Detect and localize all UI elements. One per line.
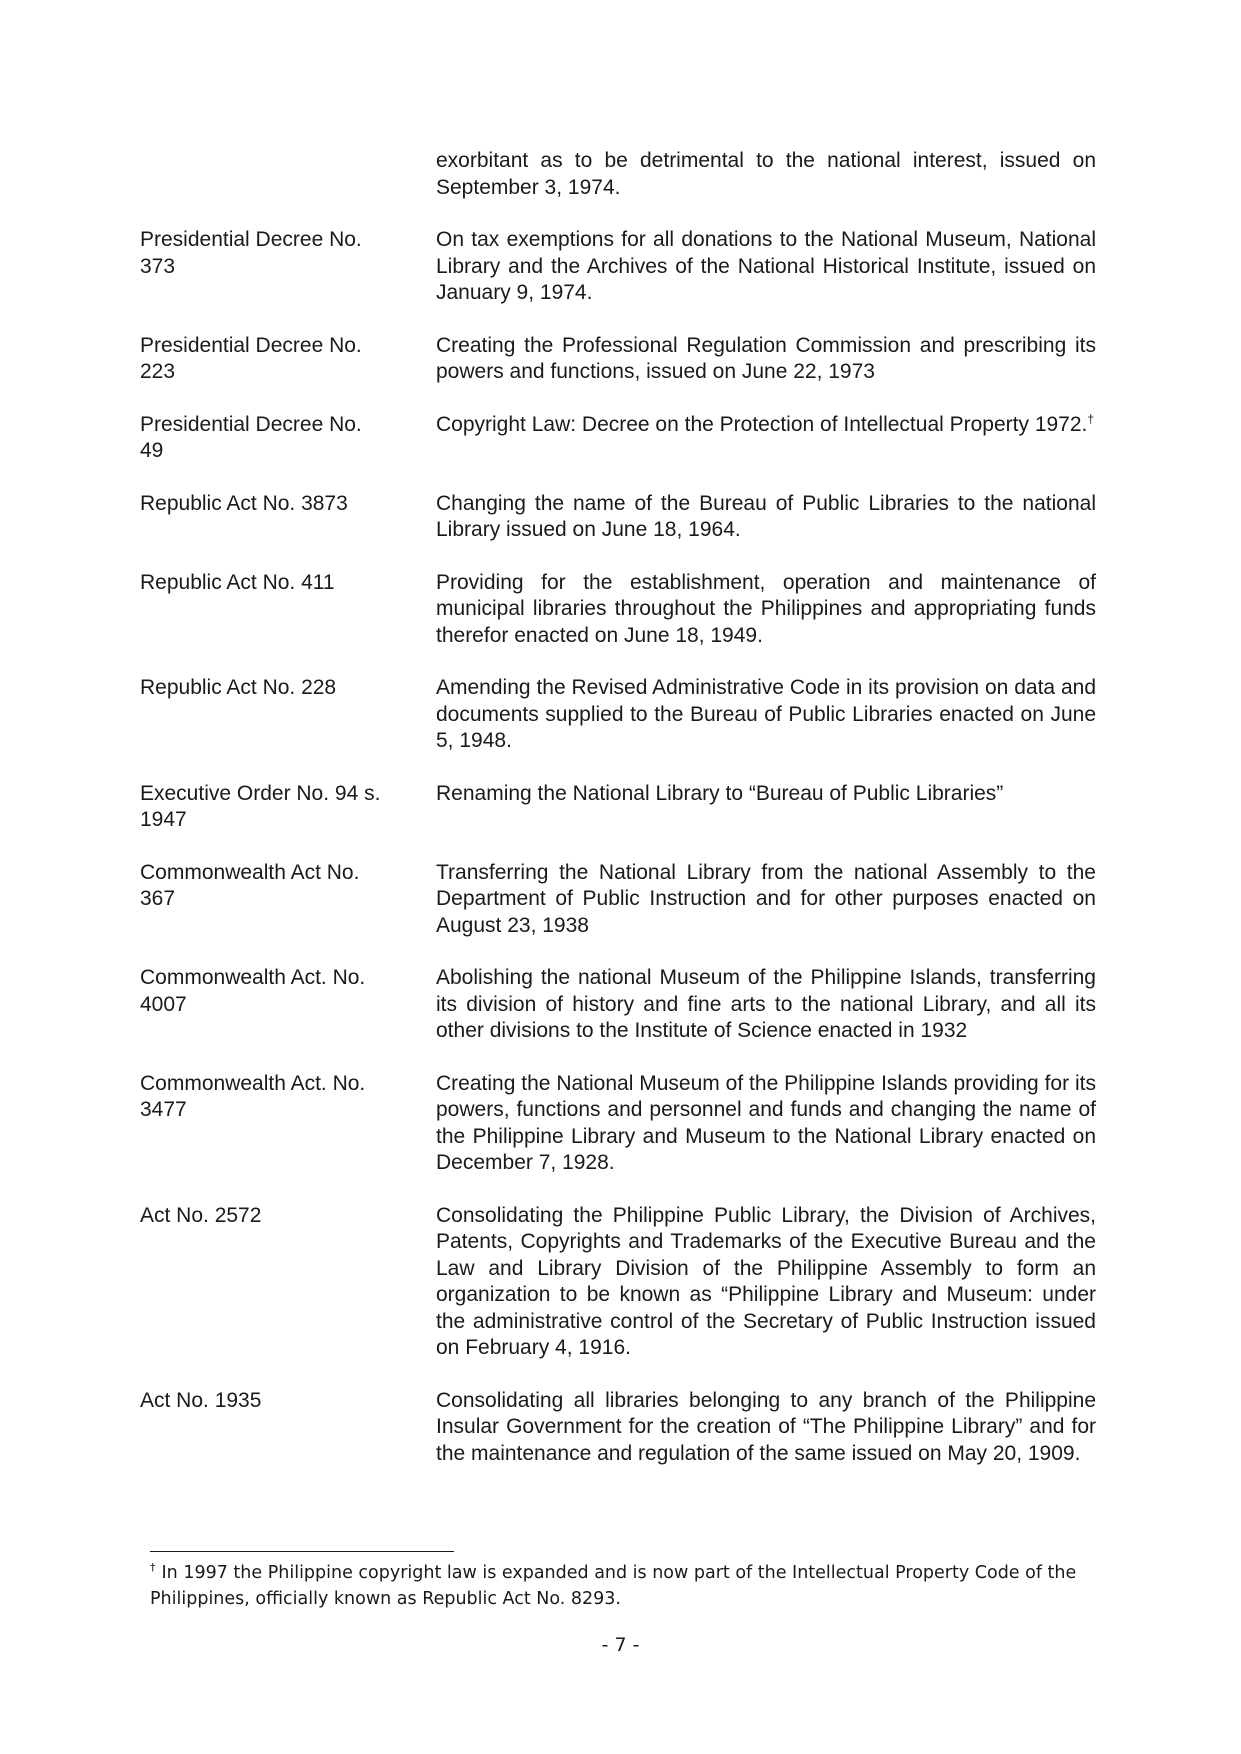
legislation-entry [140,860,1100,940]
law-reference: Presidential Decree No. 373 [140,228,362,278]
law-reference: Republic Act No. 411 [140,570,335,594]
footnote [150,1560,1100,1612]
law-reference: Commonwealth Act No. 367 [140,860,360,910]
law-reference [140,148,436,201]
law-description [436,781,1096,834]
law-description [436,570,1096,650]
law-reference: Republic Act No. 228 [140,676,337,699]
legislation-entry [140,965,1100,1045]
law-description-text: exorbitant as to be detrimental to the national interest, issued on September 3, 1974. [436,149,1096,199]
law-description [436,227,1096,307]
footnote-separator [150,1551,454,1552]
law-description [436,412,1096,465]
law-description-text: Changing the name of the Bureau of Public Libraries to the national Library issued on June 18, 1964. [436,491,1096,541]
law-description [436,675,1096,755]
law-description [436,965,1096,1045]
law-description [436,148,1096,201]
law-reference: Republic Act No. 3873 [140,491,348,515]
legislation-entry [140,781,1100,834]
law-description [436,860,1096,940]
law-reference: Presidential Decree No. 49 [140,412,362,462]
law-reference: Act No. 2572 [140,1203,262,1227]
law-description-text: Providing for the establishment, operation and maintenance of municipal libraries throughout the Philippines and appropriating funds therefor enacted on June 18, 1949. [436,570,1096,647]
law-reference: Commonwealth Act. No. 4007 [140,966,366,1016]
law-description [436,1203,1096,1362]
law-description-text: Creating the Professional Regulation Commission and prescribing its powers and functions, issued on June 22, 1973 [436,333,1096,383]
law-description-text: Amending the Revised Administrative Code in its provision on data and documents supplied to the Bureau of Public Libraries enacted on June 5, 1948. [436,676,1096,752]
footnote-reference-mark: † [1087,411,1095,426]
legislation-entry [140,1203,1100,1362]
legislation-entry [140,333,1100,386]
law-description [436,333,1096,386]
law-reference: Commonwealth Act. No. 3477 [140,1071,366,1121]
law-description-text: Consolidating all libraries belonging to any branch of the Philippine Insular Government for the creation of “The Philippine Library” and for the maintenance and regulation of the same issued on May 20, 1909. [436,1388,1096,1465]
legislation-entry [140,148,1100,201]
legislation-entry [140,491,1100,544]
legislation-list [140,148,1100,1493]
law-description-text: Renaming the National Library to “Bureau of Public Libraries” [436,781,1004,805]
law-description-text: Consolidating the Philippine Public Library, the Division of Archives, Patents, Copyrights and Trademarks of the Executive Bureau and the Law and Library Division of the Philippine Assembly to form an organization to be known as “Philippine Library and Museum: under the administrative control of the Secretary of Public Instruction issued on February 4, 1916. [436,1203,1096,1359]
legislation-entry [140,1388,1100,1468]
footnote-mark: † [150,1561,156,1575]
law-description-text: Transferring the National Library from the national Assembly to the Department of Public Instruction and for other purposes enacted on August 23, 1938 [436,860,1096,937]
law-description-text: Abolishing the national Museum of the Philippine Islands, transferring its division of history and fine arts to the national Library, and all its other divisions to the Institute of Science enacted in 1932 [436,966,1096,1042]
footnote-text: In 1997 the Philippine copyright law is expanded and is now part of the Intellectual Property Code of the Philippines, officially known as Republic Act No. 8293. [150,1563,1077,1609]
legislation-entry [140,1071,1100,1177]
page-number: - 7 - [601,1634,640,1656]
law-description [436,491,1096,544]
law-description-text: Creating the National Museum of the Philippine Islands providing for its powers, functions and personnel and funds and changing the name of the Philippine Library and Museum to the National Library enacted on December 7, 1928. [436,1071,1096,1174]
legislation-entry [140,675,1100,755]
legislation-entry [140,227,1100,307]
law-description-text: On tax exemptions for all donations to the National Museum, National Library and the Archives of the National Historical Institute, issued on January 9, 1974. [436,228,1096,304]
law-description-text: Copyright Law: Decree on the Protection of Intellectual Property 1972. [436,412,1088,436]
law-description [436,1388,1096,1468]
legislation-entry [140,570,1100,650]
law-reference: Executive Order No. 94 s. 1947 [140,781,381,831]
law-description [436,1071,1096,1177]
legislation-entry [140,412,1100,465]
law-reference: Presidential Decree No. 223 [140,333,362,383]
law-reference: Act No. 1935 [140,1388,262,1412]
